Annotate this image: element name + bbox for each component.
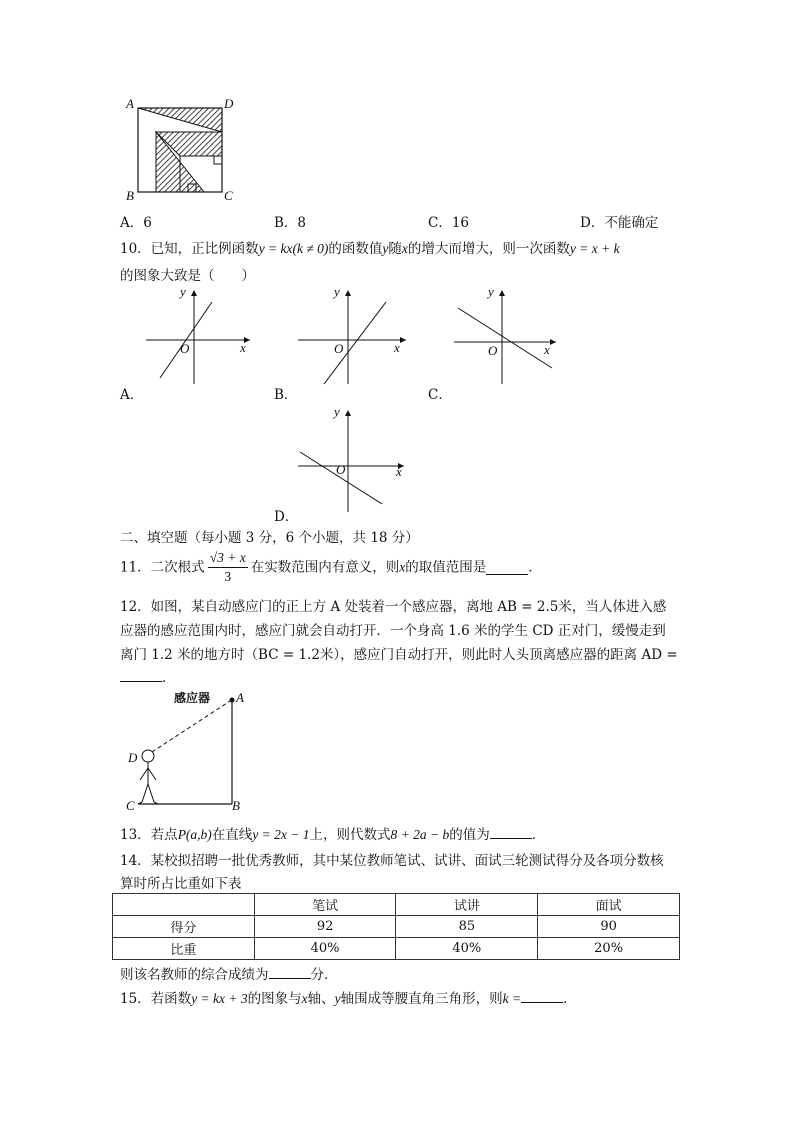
table-cell: 20% (538, 938, 680, 960)
graph-c-y-label: y (488, 284, 494, 299)
q10-option-c[interactable]: C． (428, 387, 452, 403)
q10-graph-d[interactable] (296, 404, 412, 514)
q13-answer-blank[interactable] (490, 825, 532, 839)
q14-line2: 算时所占比重如下表 (120, 876, 242, 892)
q11-end: ． (528, 559, 542, 576)
label-a: A (236, 690, 244, 705)
q10-stem-text-b: 的函数值 (328, 241, 383, 257)
sensor-door-svg (124, 688, 264, 814)
q15-mid2: 轴、 (307, 991, 335, 1007)
q11-suffix-a: 在实数范围内有意义，则 (250, 559, 400, 576)
q11-var-x: x (399, 559, 406, 575)
q13-line-eq: y = 2x − 1 (252, 827, 310, 842)
table-header-cell: 笔试 (254, 894, 396, 916)
q9-option-a[interactable]: A．6 (120, 215, 152, 231)
q15-line (120, 987, 577, 1007)
label-d: D (224, 96, 234, 111)
q11-numerator: √3 + x (208, 549, 248, 568)
q9-option-b[interactable]: B．8 (274, 215, 307, 231)
q9-option-c[interactable]: C．16 (428, 215, 470, 231)
label-c: C (126, 798, 135, 813)
label-b: B (232, 798, 240, 813)
label-a: A (126, 96, 134, 111)
q12-line3: 离门 1.2 米的地方时（BC = 1.2米），感应门自动打开，则此时人头顶离感应器的距离 AD = (120, 647, 678, 663)
q13-line (120, 823, 545, 843)
q14-after (120, 963, 338, 983)
q9-figure (124, 96, 244, 206)
table-cell: 比重 (113, 938, 255, 960)
table-header-cell (113, 894, 255, 916)
q10-linear-function: y = x + k (569, 241, 620, 256)
table-cell: 92 (254, 916, 396, 938)
graph-d-svg (296, 404, 412, 514)
q14-answer-blank[interactable] (269, 965, 311, 979)
q11-answer-blank[interactable] (486, 561, 528, 575)
q10-option-d[interactable]: D． (274, 509, 299, 525)
table-header-row (113, 894, 680, 916)
graph-b-origin: O (334, 341, 344, 356)
q10-stem-text-c: 的增大而增大，则一次函数 (407, 241, 570, 257)
table-row (113, 938, 680, 960)
table-cell: 40% (254, 938, 396, 960)
graph-a-svg (140, 286, 256, 386)
q15-var-y: y (334, 991, 341, 1006)
table-cell: 90 (538, 916, 680, 938)
q11-prefix: 11．二次根式 (120, 559, 205, 576)
q12-line4 (120, 666, 176, 686)
label-c: C (224, 188, 233, 203)
q13-suffix: 的值为 (449, 827, 490, 843)
q11-line (120, 549, 542, 586)
q10-var-y: y (382, 241, 389, 256)
q9-option-d[interactable]: D．不能确定 (580, 215, 659, 231)
q15-end: ． (563, 991, 577, 1007)
q13-point: P(a,b) (177, 827, 212, 842)
graph-d-x-label: x (396, 464, 402, 479)
q14-after-suffix: 分． (310, 967, 338, 983)
table-cell: 得分 (113, 916, 255, 938)
q10-option-b[interactable]: B． (274, 387, 298, 403)
q15-mid: 的图象与 (247, 991, 302, 1007)
sensor-label: 感应器 (174, 691, 211, 705)
q10-graph-b[interactable] (296, 286, 412, 386)
table-header-cell: 试讲 (396, 894, 538, 916)
q15-var-k: k = (502, 991, 522, 1006)
graph-c-x-label: x (544, 342, 550, 357)
q13-mid2: 上，则代数式 (309, 827, 391, 843)
q10-graph-a[interactable] (140, 286, 256, 386)
q10-stem-line2: 的图象大致是（ ） (120, 268, 255, 284)
q10-graph-c[interactable] (452, 286, 568, 386)
section-title: 二、填空题（每小题 3 分，6 个小题，共 18 分） (120, 530, 419, 546)
q12-line1: 12．如图，某自动感应门的正上方 A 处装着一个感应器，离地 AB = 2.5米，当人体进入感 (120, 599, 667, 615)
score-table (112, 893, 680, 960)
graph-d-y-label: y (334, 404, 340, 419)
table-row (113, 916, 680, 938)
q15-function: y = kx + 3 (191, 991, 248, 1006)
graph-a-origin: O (180, 341, 190, 356)
graph-a-x-label: x (240, 340, 246, 355)
q11-denominator: 3 (224, 569, 232, 584)
q15-mid3: 轴围成等腰直角三角形，则 (340, 991, 503, 1007)
q10-proportional-function: y = kx(k ≠ 0) (258, 241, 329, 256)
q13-end: ． (531, 827, 546, 843)
q11-suffix-b: 的取值范围是 (405, 559, 487, 576)
q13-mid: 在直线 (211, 827, 253, 843)
q12-end: ． (162, 670, 176, 686)
q12-line2: 应器的感应范围内时，感应门就会自动打开．一个身高 1.6 米的学生 CD 正对门，缓慢走到 (120, 623, 666, 639)
q15-var-x: x (301, 991, 308, 1006)
table-cell: 85 (396, 916, 538, 938)
graph-c-svg (452, 286, 568, 386)
graph-b-svg (296, 286, 412, 386)
q10-var-x: x (401, 241, 408, 256)
q11-fraction (208, 549, 248, 586)
q15-answer-blank[interactable] (521, 989, 563, 1003)
label-b: B (126, 188, 134, 203)
q12-answer-blank[interactable] (120, 668, 162, 682)
q15-prefix: 15．若函数 (120, 991, 192, 1007)
q10-stem-text: 10．已知，正比例函数 (120, 241, 259, 257)
q10-stem-mid: 随 (388, 241, 402, 257)
q14-after-prefix: 则该名教师的综合成绩为 (120, 967, 269, 983)
table-cell: 40% (396, 938, 538, 960)
graph-b-x-label: x (394, 340, 400, 355)
q14-line1: 14．某校拟招聘一批优秀教师，其中某位教师笔试、试讲、面试三轮测试得分及各项分数核 (120, 853, 664, 869)
graph-c-origin: O (488, 343, 498, 358)
q12-figure (124, 688, 264, 814)
label-d: D (128, 750, 138, 765)
q10-stem-line1 (120, 237, 620, 257)
graph-d-origin: O (336, 462, 346, 477)
table-header-cell: 面试 (538, 894, 680, 916)
graph-b-y-label: y (334, 284, 340, 299)
graph-a-y-label: y (180, 284, 186, 299)
q13-prefix: 13．若点 (120, 827, 178, 843)
q10-option-a[interactable]: A． (120, 387, 144, 403)
q13-expr: 8 + 2a − b (390, 827, 450, 842)
